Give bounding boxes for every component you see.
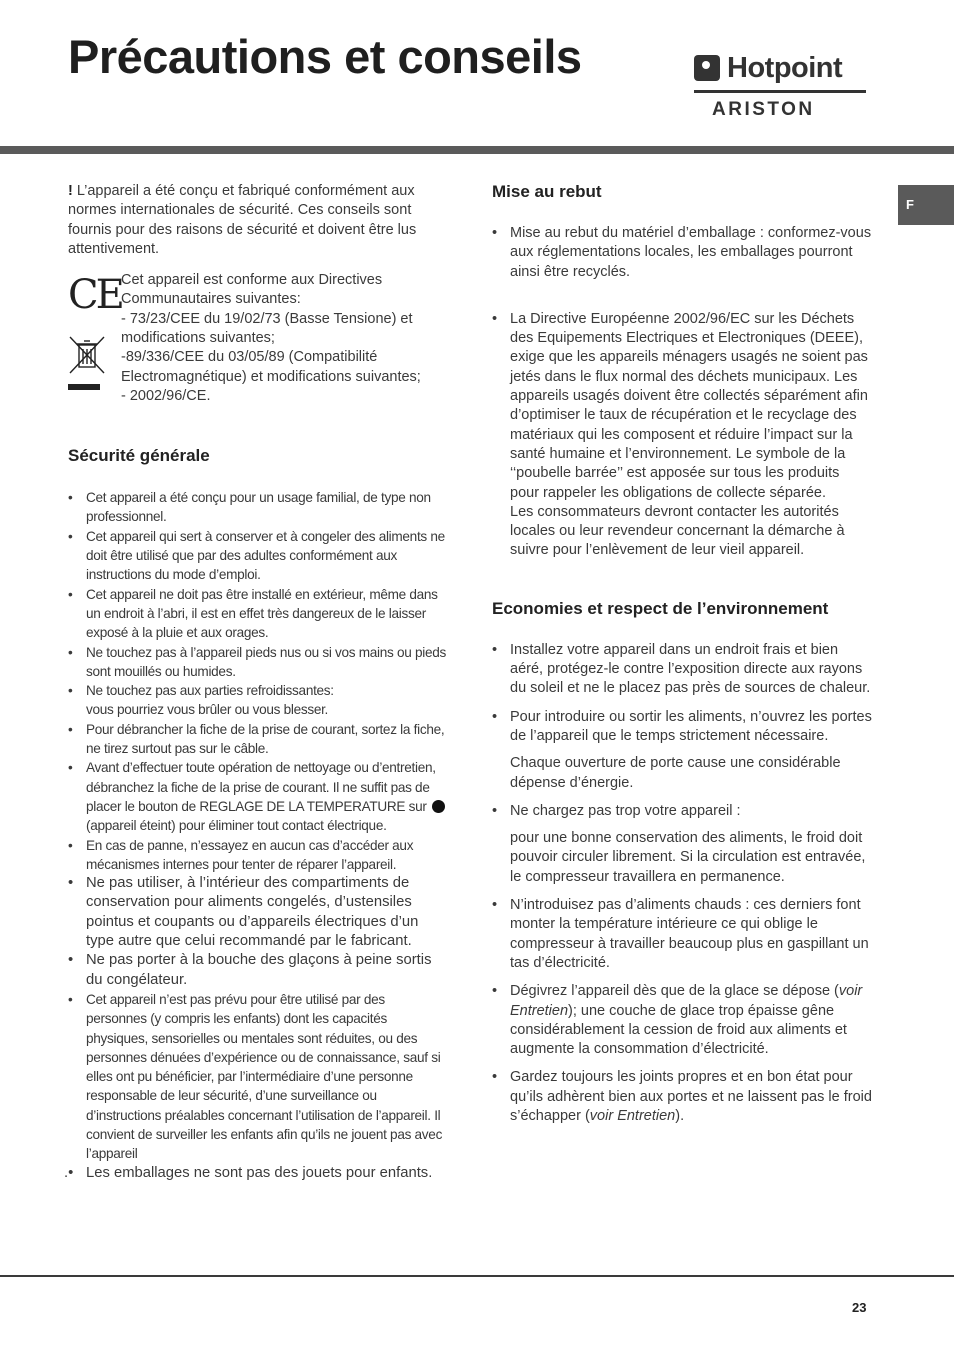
list-item: • Pour débrancher la fiche de la prise de courant, sortez la fiche, ne tirez surtout pas sur le câble. — [68, 720, 448, 759]
list-item-text: Dégivrez l’appareil dès que de la glace se dépose ( — [510, 983, 839, 1000]
environnement-list-3 — [492, 896, 872, 1126]
intro-text: L’appareil a été conçu et fabriqué conformément aux normes internationales de sécurité. Ces conseils sont fournis pour des raisons de sécurité et doivent être lus attentivement. — [68, 183, 417, 257]
list-item: • Cet appareil n’est pas prévu pour être utilisé par des personnes (y compris les enfants) dont les capacités physiques, sensorielles ou mentales sont réduites, ou des personnes dénuées d’expérience ou de connaissance, sauf si elles ont pu bénéficier, par l’intermédiaire d’une personne responsable de leur sécurité, d’une surveillance ou d’instructions préalables concernant l’utilisation de l’appareil. Il convient de surveiller les enfants afin qu’ils ne jouent pas avec l’appareil — [68, 990, 448, 1164]
list-item — [492, 982, 872, 1059]
ce-mark-icon: CE — [68, 272, 122, 319]
list-item: .• Les emballages ne sont pas des jouets pour enfants. — [68, 1164, 448, 1183]
list-item-text: Gardez toujours les joints propres et en bon état pour qu’ils adhèrent bien aux portes et ne laissent pas le froid s’échapper ( — [510, 1069, 872, 1124]
environnement-heading: Economies et respect de l’environnement — [492, 598, 829, 618]
header-bar — [0, 146, 954, 154]
nettoyage-text-b: (appareil éteint) pour éliminer tout contact électrique. — [86, 818, 387, 834]
list-item-text: ). — [675, 1107, 685, 1124]
environnement-list-2 — [492, 802, 872, 821]
list-item: • Ne touchez pas aux parties refroidissantes: vous pourriez vous brûler ou vous blesser. — [68, 681, 448, 720]
footer-rule — [0, 1275, 954, 1277]
brand-main: Hotpoint — [727, 51, 843, 84]
intro-paragraph — [68, 182, 448, 259]
rebut-heading: Mise au rebut — [492, 182, 602, 201]
logo-divider — [694, 90, 866, 93]
list-item: • Cet appareil ne doit pas être installé en extérieur, même dans un endroit à l’abri, il est en effet très dangereux de le laisser exposé à la pluie et aux orages. — [68, 585, 448, 643]
list-item: • La Directive Européenne 2002/96/EC sur les Déchets des Equipements Electriques et Electroniques (DEEE), exige que les appareils ménagers usagés ne soient pas jetés dans le flux normal des déchets municipaux. Les appareils usagés doivent être collectés séparément afin d’optimiser le taux de récupération et le recyclage des matériaux qui les composent et réduire l’impact sur la santé humaine et l’environnement. Le symbole de la ‘‘poubelle barrée’’ est apposée sur tous les produits pour rappeler les obligations de collecte séparée. Les consommateurs devront contacter les autorités locales ou leur revendeur concernant la démarche à suivre pour l’enlèvement de leur vieil appareil. — [492, 310, 872, 561]
hotpoint-logo-icon — [694, 55, 720, 81]
brand-logo — [694, 50, 869, 125]
list-item — [68, 758, 448, 835]
list-item: • Ne chargez pas trop votre appareil : — [492, 802, 872, 821]
environnement-list — [492, 641, 872, 746]
nettoyage-text-a: Avant d’effectuer toute opération de nettoyage ou d’entretien, débranchez la fiche de la prise de courant. Il ne suffit pas de placer le bouton de REGLAGE DE LA TEMPERATURE sur — [86, 760, 436, 814]
warning-mark: ! — [68, 183, 73, 199]
securite-heading: Sécurité générale — [68, 446, 210, 466]
compliance-block — [68, 272, 448, 412]
list-item: • Ne pas porter à la bouche des glaçons à peine sortis du congélateur. — [68, 951, 448, 990]
crossed-bin-icon — [68, 335, 118, 390]
off-position-icon — [432, 800, 445, 813]
list-item: • Cet appareil a été conçu pour un usage familial, de type non professionnel. — [68, 488, 448, 527]
list-item: • N’introduisez pas d’aliments chauds : ces derniers font monter la température intérieure ce qui oblige le compresseur à travailler beaucoup plus en gaspillant un tas d’électricité. — [492, 896, 872, 973]
page-title: Précautions et conseils — [68, 30, 582, 83]
rebut-list — [492, 224, 872, 561]
language-tab: F — [898, 185, 954, 225]
list-item-text: Pour introduire ou sortir les aliments, n’ouvrez les portes de l’appareil que le temps strictement nécessaire. — [510, 708, 872, 744]
list-item: • Ne touchez pas à l’appareil pieds nus ou si vos mains ou pieds sont mouillés ou humides. — [68, 643, 448, 682]
right-column — [492, 182, 872, 1126]
list-item: • Cet appareil qui sert à conserver et à congeler des aliments ne doit être utilisé que par des adultes conformément aux instructions du mode d’emploi. — [68, 527, 448, 585]
reference-link: voir Entretien — [589, 1107, 676, 1124]
left-column — [68, 182, 448, 1183]
continuation-text: pour une bonne conservation des aliments, le froid doit pouvoir circuler librement. Si la circulation est entravée, le compresseur travaillera en permanence. — [510, 830, 866, 885]
list-item: • Installez votre appareil dans un endroit frais et bien aéré, protégez-le contre l’exposition directe aux rayons du soleil et ne le placez pas près de sources de chaleur. — [492, 641, 872, 699]
compliance-text: Cet appareil est conforme aux Directives Communautaires suivantes: - 73/23/CEE du 19/02/73 (Basse Tensione) et modifications suivantes; -89/336/CEE du 03/05/89 (Compatibilité Electromagnétique) et modifications suivantes; - 2002/96/CE. — [121, 272, 421, 404]
list-item — [492, 708, 872, 747]
list-item: • En cas de panne, n’essayez en aucun cas d’accéder aux mécanismes internes pour tenter de réparer l’appareil. — [68, 836, 448, 875]
list-item: • Mise au rebut du matériel d’emballage : conformez-vous aux réglementations locales, les emballages pourront ainsi être recyclés. — [492, 224, 872, 282]
list-item: • Ne pas utiliser, à l’intérieur des compartiments de conservation pour aliments congelés, d’ustensiles pointus et coupants ou d’appareils électriques d’un type autre que celui recommandé par le fabricant. — [68, 874, 448, 951]
page-number: 23 — [852, 1300, 867, 1315]
brand-sub: ARISTON — [712, 99, 815, 120]
list-item-text: ); une couche de glace trop épaisse gêne considérablement la cession de froid aux aliments et augmente la consommation d’électricité. — [510, 1002, 847, 1058]
securite-list — [68, 488, 448, 1183]
reference-link: voir Entretien — [510, 983, 863, 1019]
list-item — [492, 1068, 872, 1126]
continuation-text: Chaque ouverture de porte cause une considérable dépense d’énergie. — [510, 755, 841, 791]
